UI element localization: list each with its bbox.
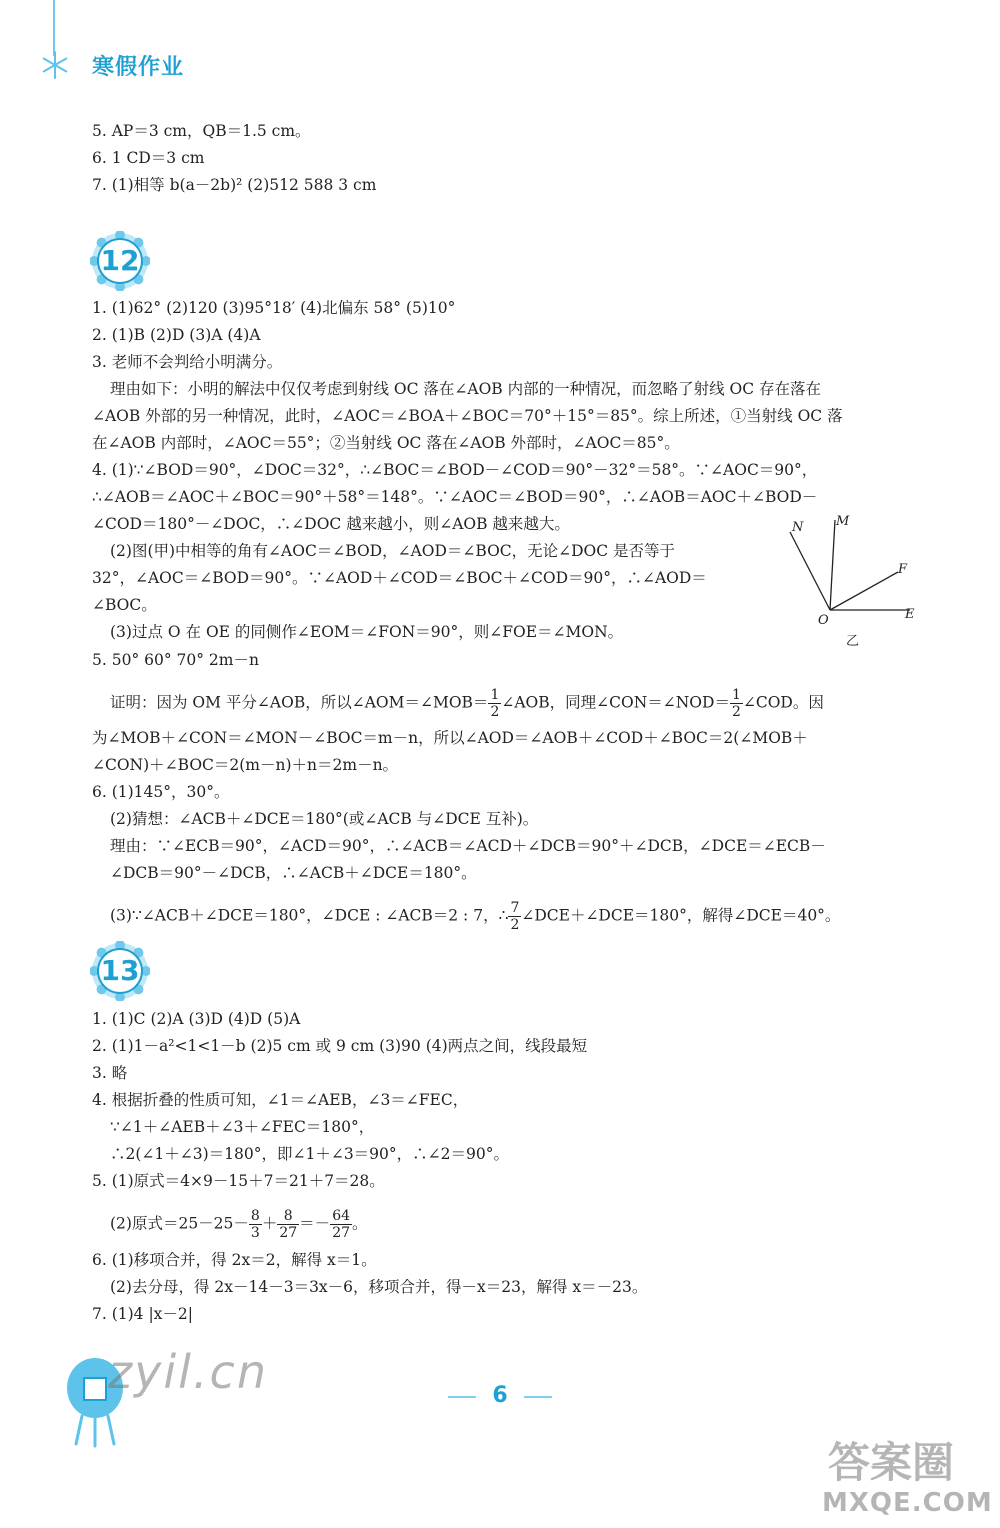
answer-line: 理由如下：小明的解法中仅仅考虑到射线 OC 落在∠AOB 内部的一种情况，而忽略了射线 OC 存在落在 — [110, 380, 822, 398]
answer-line: 在∠AOB 内部时，∠AOC＝55°；②当射线 OC 落在∠AOB 外部时，∠AOC＝85°。 — [92, 434, 680, 452]
fraction: $\frac{8}{3}$ — [250, 1208, 260, 1241]
diagram-label-m: M — [836, 514, 850, 529]
answer-line: 5. (1)原式＝4×9－15＋7＝21＋7＝28。 — [92, 1172, 385, 1190]
page-number: 6 — [492, 1383, 508, 1408]
watermark-daan: 答案圈 — [828, 1438, 955, 1487]
answer-line: ∵∠1＋∠AEB＋∠3＋∠FEC＝180°， — [110, 1118, 375, 1136]
diagram-label-n: N — [792, 520, 804, 535]
answer-line: 5. AP＝3 cm，QB＝1.5 cm。 — [92, 122, 311, 140]
text-segment: (3)∵∠ACB＋∠DCE＝180°，∠DCE : ∠ACB＝2 : 7，∴ — [110, 906, 509, 925]
text-segment: ∠COD。因 — [742, 693, 824, 712]
text-segment: ∠DCE＋∠DCE＝180°，解得∠DCE＝40°。 — [521, 906, 841, 925]
fraction: $\frac{7}{2}$ — [510, 900, 520, 933]
section-badge-12 — [90, 231, 150, 291]
answer-line: (3)过点 O 在 OE 的同侧作∠EOM＝∠FON＝90°，则∠FOE＝∠MON。 — [110, 623, 624, 641]
fraction: $\frac{1}{2}$ — [490, 687, 500, 720]
diagram-label-f: F — [898, 562, 908, 577]
fraction: $\frac{1}{2}$ — [731, 687, 741, 720]
fraction: $\frac{64}{27}$ — [332, 1208, 351, 1241]
answer-line: ∠BOC。 — [92, 596, 157, 614]
fraction: $\frac{8}{27}$ — [279, 1208, 298, 1241]
answer-line: ∠DCB＝90°－∠DCB，∴∠ACB＋∠DCE＝180°。 — [110, 864, 477, 882]
answer-line: 1. (1)62° (2)120 (3)95°18′ (4)北偏东 58° (5)10° — [92, 299, 456, 317]
text-segment: (2)原式＝25－25－ — [110, 1214, 249, 1233]
answer-line: 6. (1)移项合并，得 2x＝2，解得 x＝1。 — [92, 1251, 377, 1269]
answer-line: 5. 50° 60° 70° 2m－n — [92, 651, 259, 669]
snowflake-icon — [40, 50, 70, 80]
answer-line — [110, 900, 840, 933]
page-number-rule-right — [524, 1396, 552, 1398]
answer-line: 32°，∠AOC＝∠BOD＝90°。∵∠AOD＋∠COD＝∠BOC＋∠COD＝90°，∴∠AOD＝ — [92, 569, 707, 587]
text-segment: 证明：因为 OM 平分∠AOB，所以∠AOM＝∠MOB＝ — [110, 693, 489, 712]
diagram-label-o: O — [818, 613, 829, 628]
answer-line: 3. 老师不会判给小明满分。 — [92, 353, 283, 371]
answer-line: (2)原式＝25－25－ $\frac{8}{3}$ ＋ $\frac{8}{27}$ ＝－ $\frac{64}{27}$ 。 — [110, 1208, 368, 1241]
text-segment: 。 — [352, 1214, 368, 1233]
answer-line — [110, 687, 824, 720]
answer-line: 1. (1)C (2)A (3)D (4)D (5)A — [92, 1010, 301, 1028]
answer-line: (2)猜想：∠ACB＋∠DCE＝180°(或∠ACB 与∠DCE 互补)。 — [110, 810, 539, 828]
section-number: 13 — [100, 954, 140, 987]
answer-line: 7. (1)相等 b(a－2b)² (2)512 588 3 cm — [92, 176, 377, 194]
answer-line: ∴2(∠1＋∠3)＝180°，即∠1＋∠3＝90°，∴∠2＝90°。 — [110, 1145, 509, 1163]
answer-line: 2. (1)1－a²<1<1－b (2)5 cm 或 9 cm (3)90 (4)两点之间，线段最短 — [92, 1037, 588, 1055]
diagram-caption: 乙 — [846, 634, 860, 649]
text-segment: ∠AOB，同理∠CON＝∠NOD＝ — [501, 693, 730, 712]
watermark-zyil: zyil.cn — [108, 1345, 268, 1399]
answer-line: 6. (1)145°，30°。 — [92, 783, 230, 801]
diagram-label-e: E — [905, 607, 915, 622]
header-rule — [53, 0, 55, 56]
answer-line: (2)图(甲)中相等的角有∠AOC＝∠BOD，∠AOD＝∠BOC，无论∠DOC 是否等于 — [110, 542, 676, 560]
header-title: 寒假作业 — [92, 55, 185, 80]
answer-line: ∴∠AOB＝∠AOC＋∠BOC＝90°＋58°＝148°。∵∠AOC＝∠BOD＝90°，∴∠AOB＝AOC＋∠BOD－ — [92, 488, 818, 506]
watermark-mxqe: MXQE.COM — [822, 1488, 993, 1518]
answer-line: ∠COD＝180°－∠DOC，∴∠DOC 越来越小，则∠AOB 越来越大。 — [92, 515, 570, 533]
answer-line: ∠AOB 外部的另一种情况，此时，∠AOC＝∠BOA＋∠BOC＝70°＋15°＝85°。综上所述，①当射线 OC 落 — [92, 407, 843, 425]
section-badge-13 — [90, 941, 150, 1001]
answer-line: 理由：∵∠ECB＝90°，∠ACD＝90°，∴∠ACB＝∠ACD＋∠DCB＝90°＋∠DCB，∠DCE＝∠ECB－ — [110, 837, 826, 855]
answer-line: ∠CON)＋∠BOC＝2(m－n)＋n＝2m－n。 — [92, 756, 399, 774]
answer-line: 7. (1)4 |x－2| — [92, 1305, 194, 1323]
answer-line: 6. 1 CD＝3 cm — [92, 149, 205, 167]
answer-line: 3. 略 — [92, 1064, 128, 1082]
answer-line: 2. (1)B (2)D (3)A (4)A — [92, 326, 261, 344]
answer-line: 为∠MOB＋∠CON＝∠MON－∠BOC＝m－n，所以∠AOD＝∠AOB＋∠COD＋∠BOC＝2(∠MOB＋ — [92, 729, 808, 747]
section-number: 12 — [100, 244, 140, 277]
answer-line: (2)去分母，得 2x－14－3＝3x－6，移项合并，得－x＝23，解得 x＝－23。 — [110, 1278, 648, 1296]
answer-line: 4. (1)∵∠BOD＝90°，∠DOC＝32°，∴∠BOC＝∠BOD－∠COD＝90°－32°＝58°。∵∠AOC＝90°， — [92, 461, 818, 479]
answer-line: 4. 根据折叠的性质可知，∠1＝∠AEB，∠3＝∠FEC， — [92, 1091, 469, 1109]
